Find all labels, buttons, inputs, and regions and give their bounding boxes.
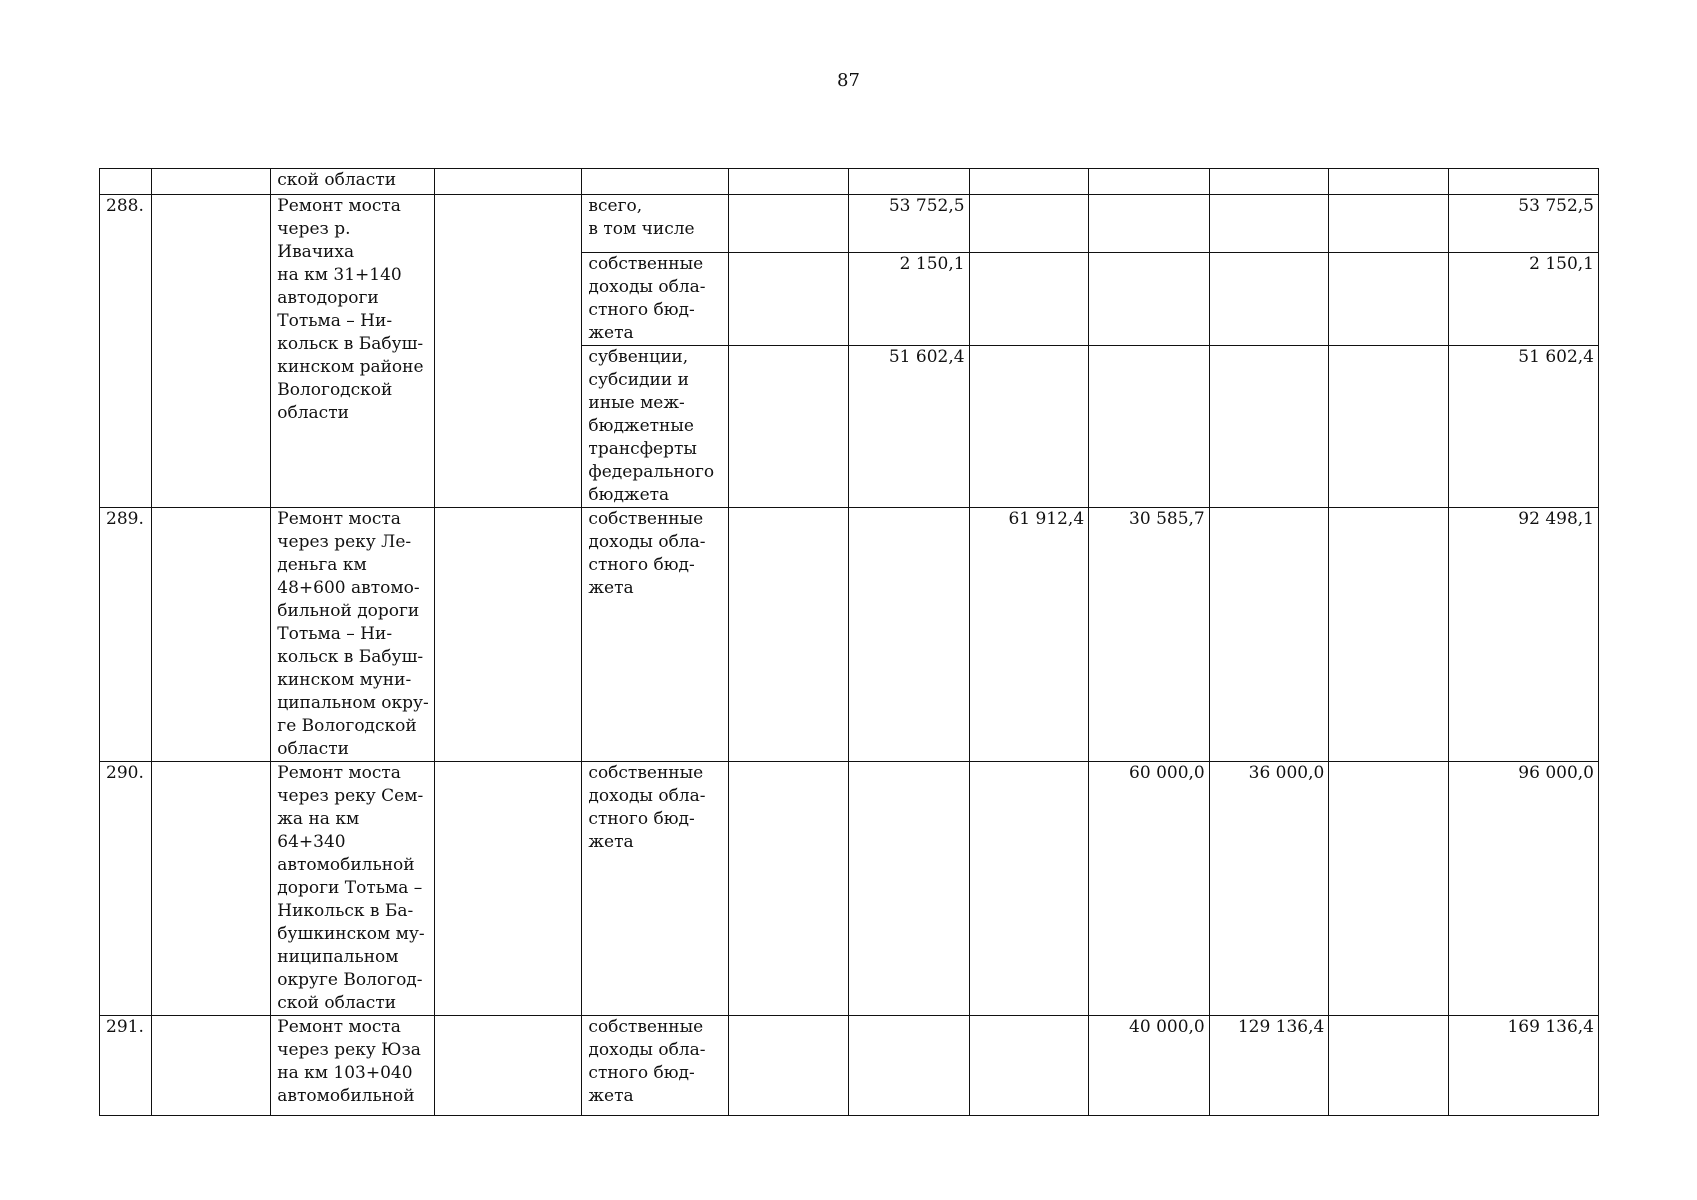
funding-source: собственные доходы обла- стного бюд- жета [582,253,729,346]
empty-cell [151,1016,271,1116]
row-index: 290. [100,762,152,1016]
funding-source: всего, в том числе [582,195,729,253]
year-amount: 51 602,4 [848,346,969,508]
year-amount [1329,1016,1449,1116]
total-amount: 53 752,5 [1448,195,1598,253]
year-amount: 40 000,0 [1089,1016,1210,1116]
table-row [100,1016,1599,1116]
year-amount [969,762,1089,1016]
empty-cell [435,762,582,1016]
table-row [100,195,1599,253]
row-index: 288. [100,195,152,508]
year-amount [1209,346,1329,508]
year-amount [848,508,969,762]
row-index: 291. [100,1016,152,1116]
year-amount [729,195,849,253]
object-name: Ремонт моста через реку Сем- жа на км 64+340 автомобильной дороги Тотьма – Никольск в Ба- бушкинском му- ниципальном округе Вологод- ской области [271,762,435,1016]
funding-source: собственные доходы обла- стного бюд- жета [582,508,729,762]
year-amount [969,1016,1089,1116]
year-amount [1089,253,1210,346]
year-amount: 2 150,1 [848,253,969,346]
total-amount: 96 000,0 [1448,762,1598,1016]
empty-cell [151,508,271,762]
page-number: 87 [837,70,860,91]
year-amount [729,762,849,1016]
year-amount [848,762,969,1016]
year-amount [1329,253,1449,346]
funding-source: собственные доходы обла- стного бюд- жета [582,1016,729,1116]
year-amount [848,1016,969,1116]
year-amount [1089,346,1210,508]
year-amount [729,508,849,762]
object-name: Ремонт моста через р. Ивачиха на км 31+140 автодороги Тотьма – Ни- кольск в Бабуш- кинском районе Вологодской области [271,195,435,508]
empty-cell [151,195,271,508]
total-amount: 92 498,1 [1448,508,1598,762]
year-amount: 53 752,5 [848,195,969,253]
year-amount [1329,762,1449,1016]
budget-table [99,168,1599,1116]
object-name: Ремонт моста через реку Юза на км 103+040 автомобильной [271,1016,435,1116]
year-amount [1329,508,1449,762]
year-amount [729,253,849,346]
table-row [100,762,1599,1016]
year-amount [729,346,849,508]
continuation-row [100,169,1599,195]
year-amount: 36 000,0 [1209,762,1329,1016]
total-amount: 2 150,1 [1448,253,1598,346]
year-amount: 61 912,4 [969,508,1089,762]
year-amount [1089,195,1210,253]
year-amount [1329,195,1449,253]
funding-source: субвенции, субсидии и иные меж- бюджетные трансферты федерального бюджета [582,346,729,508]
empty-cell [435,508,582,762]
year-amount [969,346,1089,508]
year-amount [1329,346,1449,508]
object-name: Ремонт моста через реку Ле- деньга км 48+600 автомо- бильной дороги Тотьма – Ни- кольск в Бабуш- кинском муни- ципальном окру- ге Вологодской области [271,508,435,762]
continuation-text: ской области [271,169,435,195]
total-amount: 169 136,4 [1448,1016,1598,1116]
row-index: 289. [100,508,152,762]
year-amount [1209,253,1329,346]
empty-cell [435,195,582,508]
year-amount: 30 585,7 [1089,508,1210,762]
year-amount [969,195,1089,253]
year-amount [729,1016,849,1116]
empty-cell [151,762,271,1016]
year-amount [1209,195,1329,253]
year-amount: 60 000,0 [1089,762,1210,1016]
empty-cell [435,1016,582,1116]
year-amount: 129 136,4 [1209,1016,1329,1116]
total-amount: 51 602,4 [1448,346,1598,508]
table-row [100,508,1599,762]
year-amount [969,253,1089,346]
year-amount [1209,508,1329,762]
funding-source: собственные доходы обла- стного бюд- жета [582,762,729,1016]
